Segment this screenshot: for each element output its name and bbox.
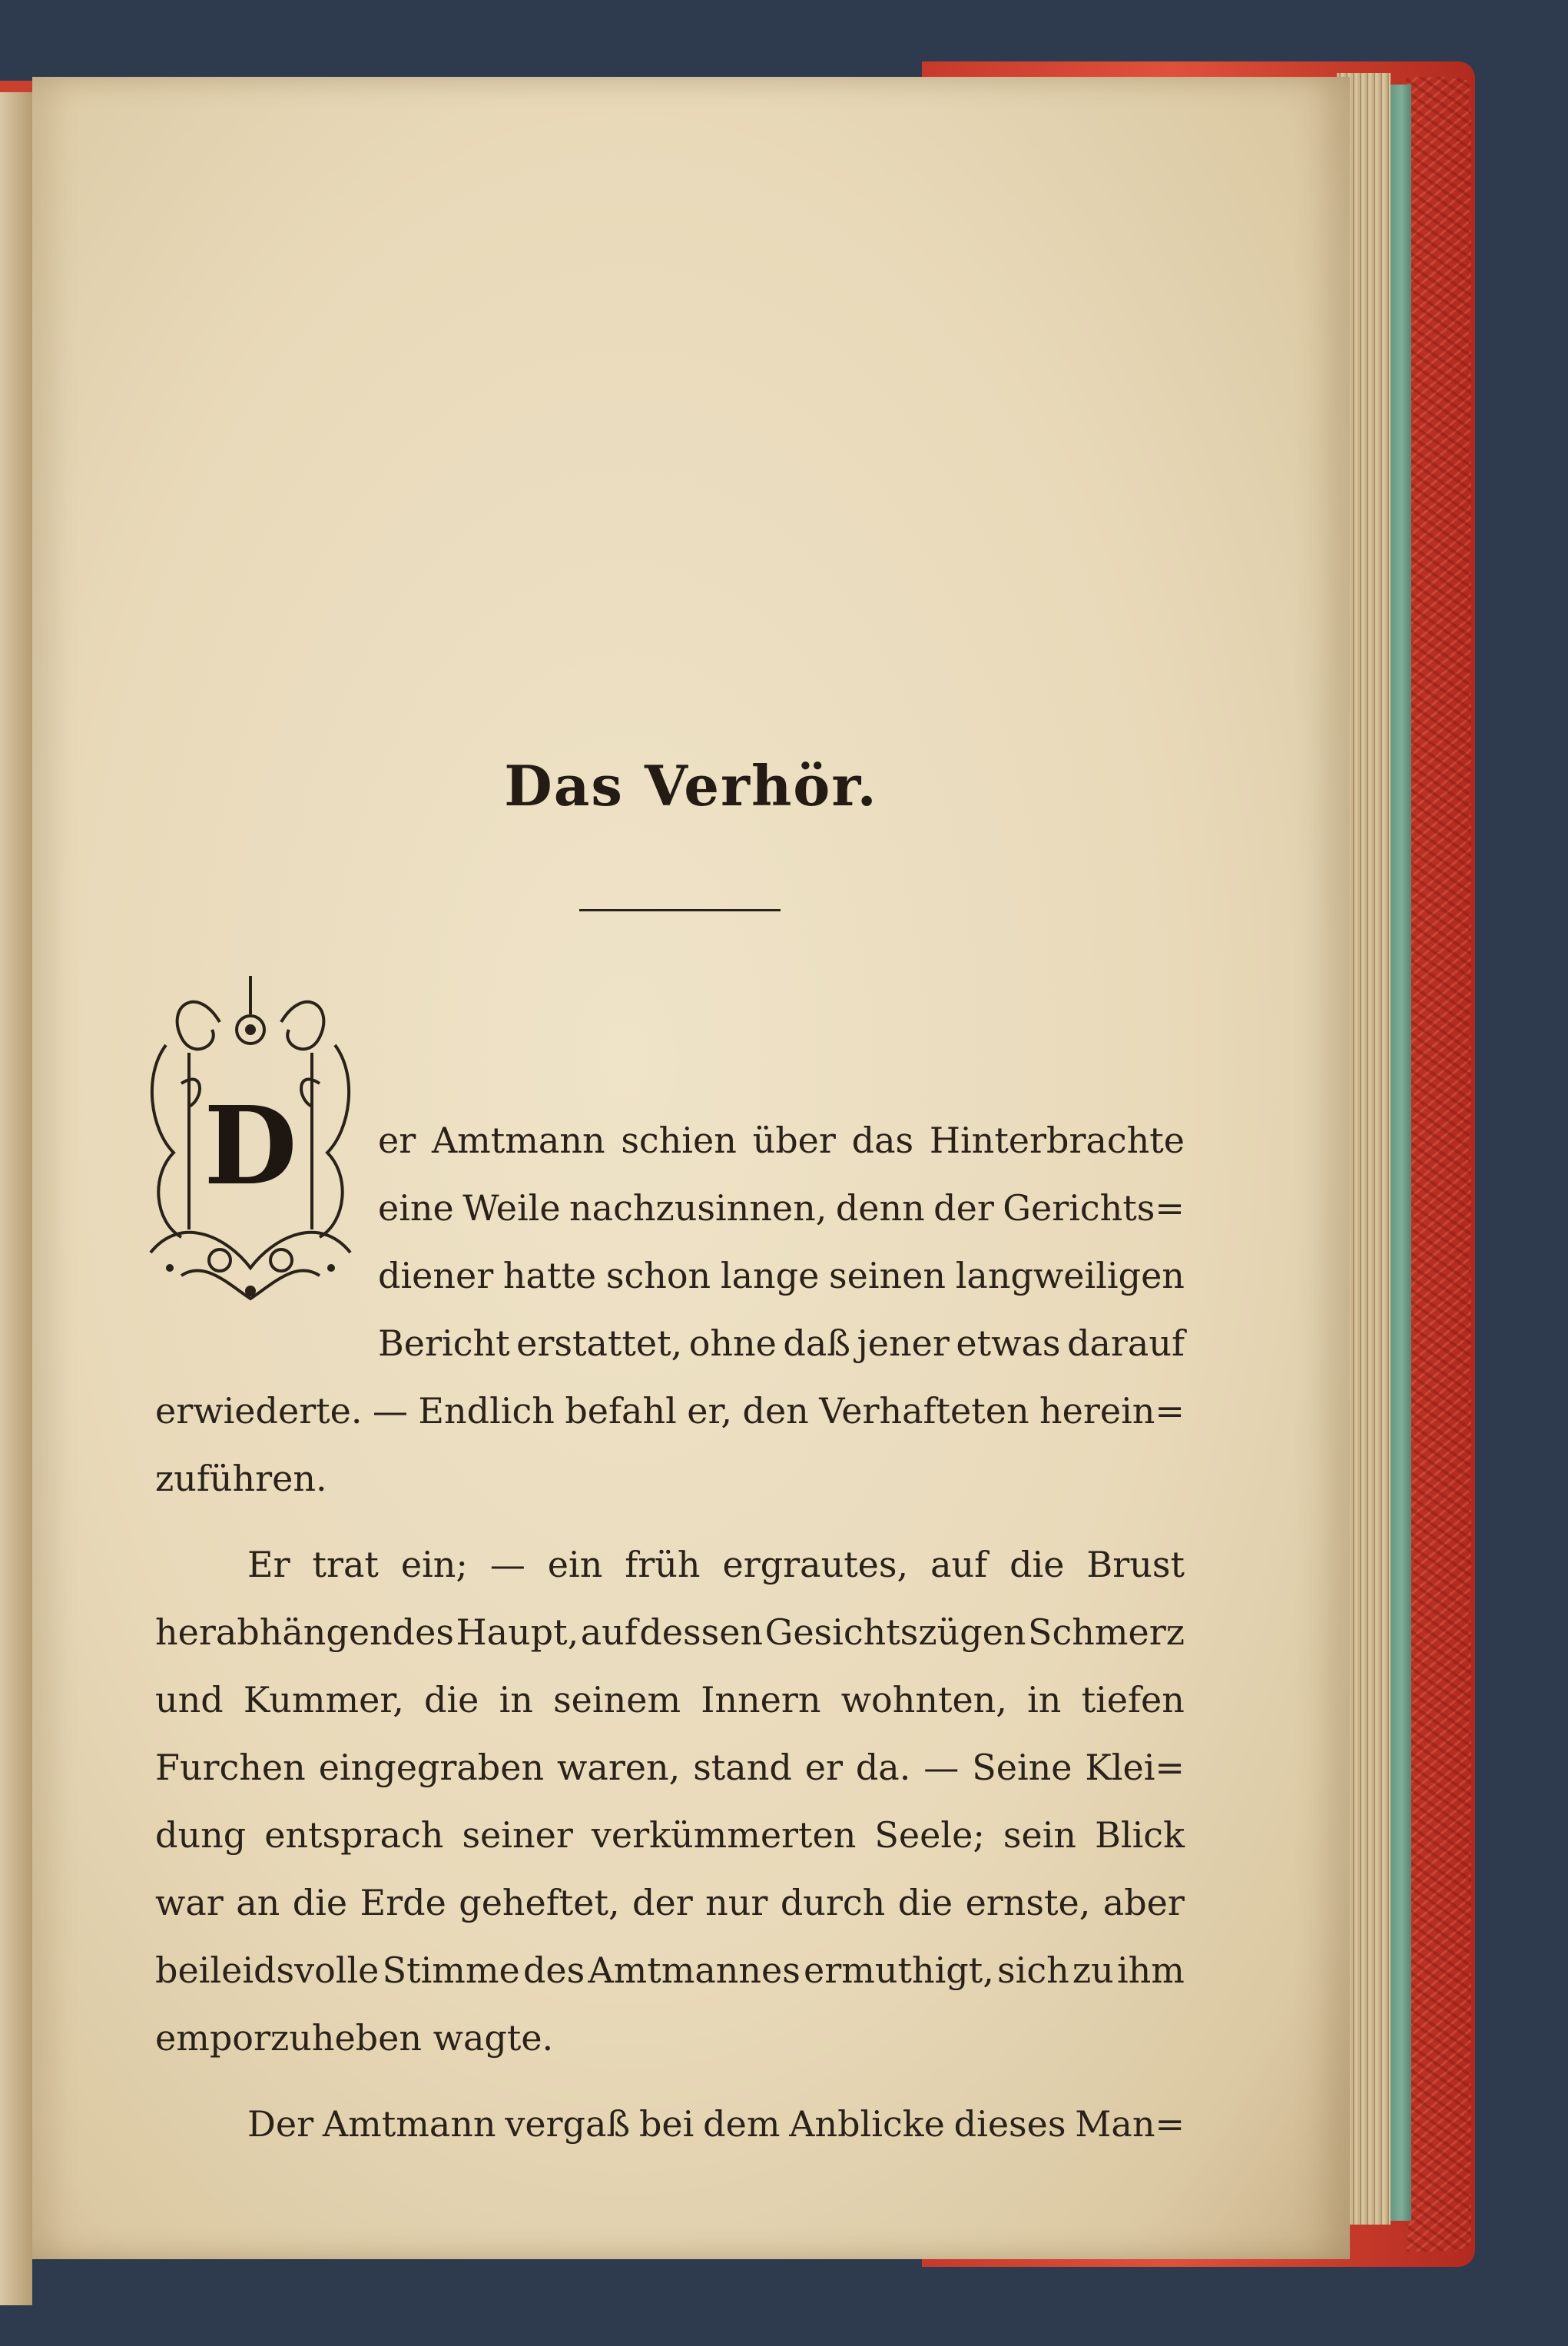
word: ein xyxy=(547,1544,603,1585)
text-line xyxy=(155,1801,1185,1869)
word: darauf xyxy=(1067,1322,1185,1364)
book-page xyxy=(32,77,1350,2259)
word: Bericht xyxy=(378,1322,510,1364)
word: eine xyxy=(378,1187,454,1229)
word: Seine xyxy=(972,1747,1072,1788)
word: der xyxy=(632,1882,693,1923)
word: ergrautes, xyxy=(722,1544,909,1585)
word: denn xyxy=(835,1187,925,1229)
word: Hinterbrachte xyxy=(929,1120,1185,1161)
word: Erde xyxy=(360,1882,446,1923)
word: befahl xyxy=(565,1390,677,1432)
word: ernste, xyxy=(965,1882,1091,1923)
word: etwas xyxy=(956,1322,1061,1364)
word: jener xyxy=(857,1322,950,1364)
word: entsprach xyxy=(264,1814,444,1856)
word: er xyxy=(378,1120,416,1161)
text-line xyxy=(155,1666,1185,1734)
word: wohnten, xyxy=(840,1679,1007,1721)
word: Er xyxy=(247,1544,290,1585)
text-line xyxy=(155,1309,1185,1377)
word: vergaß xyxy=(505,2103,631,2145)
word: durch xyxy=(780,1882,886,1923)
word: ermuthigt, xyxy=(804,1949,994,1991)
text-line xyxy=(155,2090,1185,2158)
word: Anblicke xyxy=(789,2103,945,2145)
word: Brust xyxy=(1086,1544,1185,1585)
word: diener xyxy=(378,1255,494,1296)
word: das xyxy=(851,1120,914,1161)
text-line xyxy=(155,1445,1185,1512)
left-page-sliver xyxy=(0,92,32,2305)
word: daß xyxy=(783,1322,851,1364)
word: langweiligen xyxy=(955,1255,1185,1296)
word: trat xyxy=(312,1544,379,1585)
word: in xyxy=(499,1679,533,1721)
line-text: emporzuheben wagte. xyxy=(155,2017,554,2059)
word: erwiederte. xyxy=(155,1390,363,1432)
word: den xyxy=(742,1390,809,1432)
word: Man= xyxy=(1075,2103,1185,2145)
word: — xyxy=(923,1747,960,1788)
word: er, xyxy=(687,1390,733,1432)
word: Blick xyxy=(1095,1814,1185,1856)
word: und xyxy=(155,1679,224,1721)
word: waren, xyxy=(557,1747,681,1788)
word: bei xyxy=(638,2103,694,2145)
word: schien xyxy=(621,1120,737,1161)
word: er xyxy=(804,1747,843,1788)
word: erstattet, xyxy=(516,1322,683,1364)
word: Schmerz xyxy=(1028,1611,1185,1653)
text-line xyxy=(155,1531,1185,1598)
word: Amtmannes xyxy=(588,1949,801,1991)
text-line xyxy=(155,2004,1185,2072)
word: geheftet, xyxy=(459,1882,620,1923)
word: früh xyxy=(625,1544,701,1585)
word: Der xyxy=(247,2103,314,2145)
word: aber xyxy=(1102,1882,1185,1923)
body-text xyxy=(155,1107,1185,2158)
word: nachzusinnen, xyxy=(569,1187,827,1229)
word: beileidsvolle xyxy=(155,1949,380,1991)
word: dieses xyxy=(953,2103,1066,2145)
word: die xyxy=(897,1882,953,1923)
word: eingegraben xyxy=(318,1747,545,1788)
word: auf xyxy=(930,1544,988,1585)
word: Weile xyxy=(462,1187,561,1229)
text-line xyxy=(155,1869,1185,1936)
cover-marbled-texture xyxy=(1406,77,1471,2251)
word: ein; xyxy=(400,1544,468,1585)
word: in xyxy=(1027,1679,1062,1721)
text-line xyxy=(155,1377,1185,1445)
word: war xyxy=(155,1882,224,1923)
word: an xyxy=(236,1882,280,1923)
word: ihm xyxy=(1116,1949,1185,1991)
word: Seele; xyxy=(874,1814,985,1856)
word: die xyxy=(1009,1544,1065,1585)
word: zu xyxy=(1072,1949,1114,1991)
word: die xyxy=(292,1882,348,1923)
word: Innern xyxy=(701,1679,821,1721)
word: Endlich xyxy=(418,1390,555,1432)
word: da. xyxy=(855,1747,911,1788)
word: der xyxy=(933,1187,994,1229)
word: schon xyxy=(605,1255,711,1296)
word: seiner xyxy=(462,1814,573,1856)
word: Gesichtszügen xyxy=(764,1611,1026,1653)
word: Amtmann xyxy=(431,1120,605,1161)
word: — xyxy=(489,1544,525,1585)
word: des xyxy=(522,1949,585,1991)
word: tiefen xyxy=(1081,1679,1185,1721)
word: seinem xyxy=(553,1679,681,1721)
word: lange xyxy=(720,1255,820,1296)
text-line xyxy=(155,1734,1185,1801)
word: Kummer, xyxy=(243,1679,404,1721)
text-line xyxy=(155,1936,1185,2004)
word: dem xyxy=(703,2103,781,2145)
word: sein xyxy=(1003,1814,1077,1856)
word: nur xyxy=(705,1882,768,1923)
word: — xyxy=(372,1390,408,1432)
word: herein= xyxy=(1039,1390,1185,1432)
text-line xyxy=(155,1174,1185,1242)
text-line xyxy=(155,1107,1185,1174)
chapter-title: Das Verhör. xyxy=(504,753,878,818)
word: verkümmerten xyxy=(591,1814,857,1856)
drop-cap-letter: D xyxy=(204,1083,297,1210)
word: auf xyxy=(580,1611,638,1653)
word: sich xyxy=(997,1949,1069,1991)
word: Klei= xyxy=(1085,1747,1185,1788)
word: die xyxy=(424,1679,479,1721)
title-rule xyxy=(579,909,781,911)
word: stand xyxy=(693,1747,792,1788)
word: Furchen xyxy=(155,1747,306,1788)
word: Verhafteten xyxy=(819,1390,1029,1432)
word: Stimme xyxy=(382,1949,520,1991)
word: dung xyxy=(155,1814,247,1856)
word: Gerichts= xyxy=(1003,1187,1185,1229)
word: Haupt, xyxy=(456,1611,579,1653)
word: herabhängendes xyxy=(155,1611,454,1653)
word: seinen xyxy=(828,1255,946,1296)
word: über xyxy=(752,1120,836,1161)
word: hatte xyxy=(502,1255,597,1296)
word: ohne xyxy=(688,1322,777,1364)
text-line xyxy=(155,1598,1185,1666)
word: Amtmann xyxy=(322,2103,496,2145)
word: dessen xyxy=(639,1611,764,1653)
line-text: zuführen. xyxy=(155,1458,327,1499)
text-line xyxy=(155,1242,1185,1309)
